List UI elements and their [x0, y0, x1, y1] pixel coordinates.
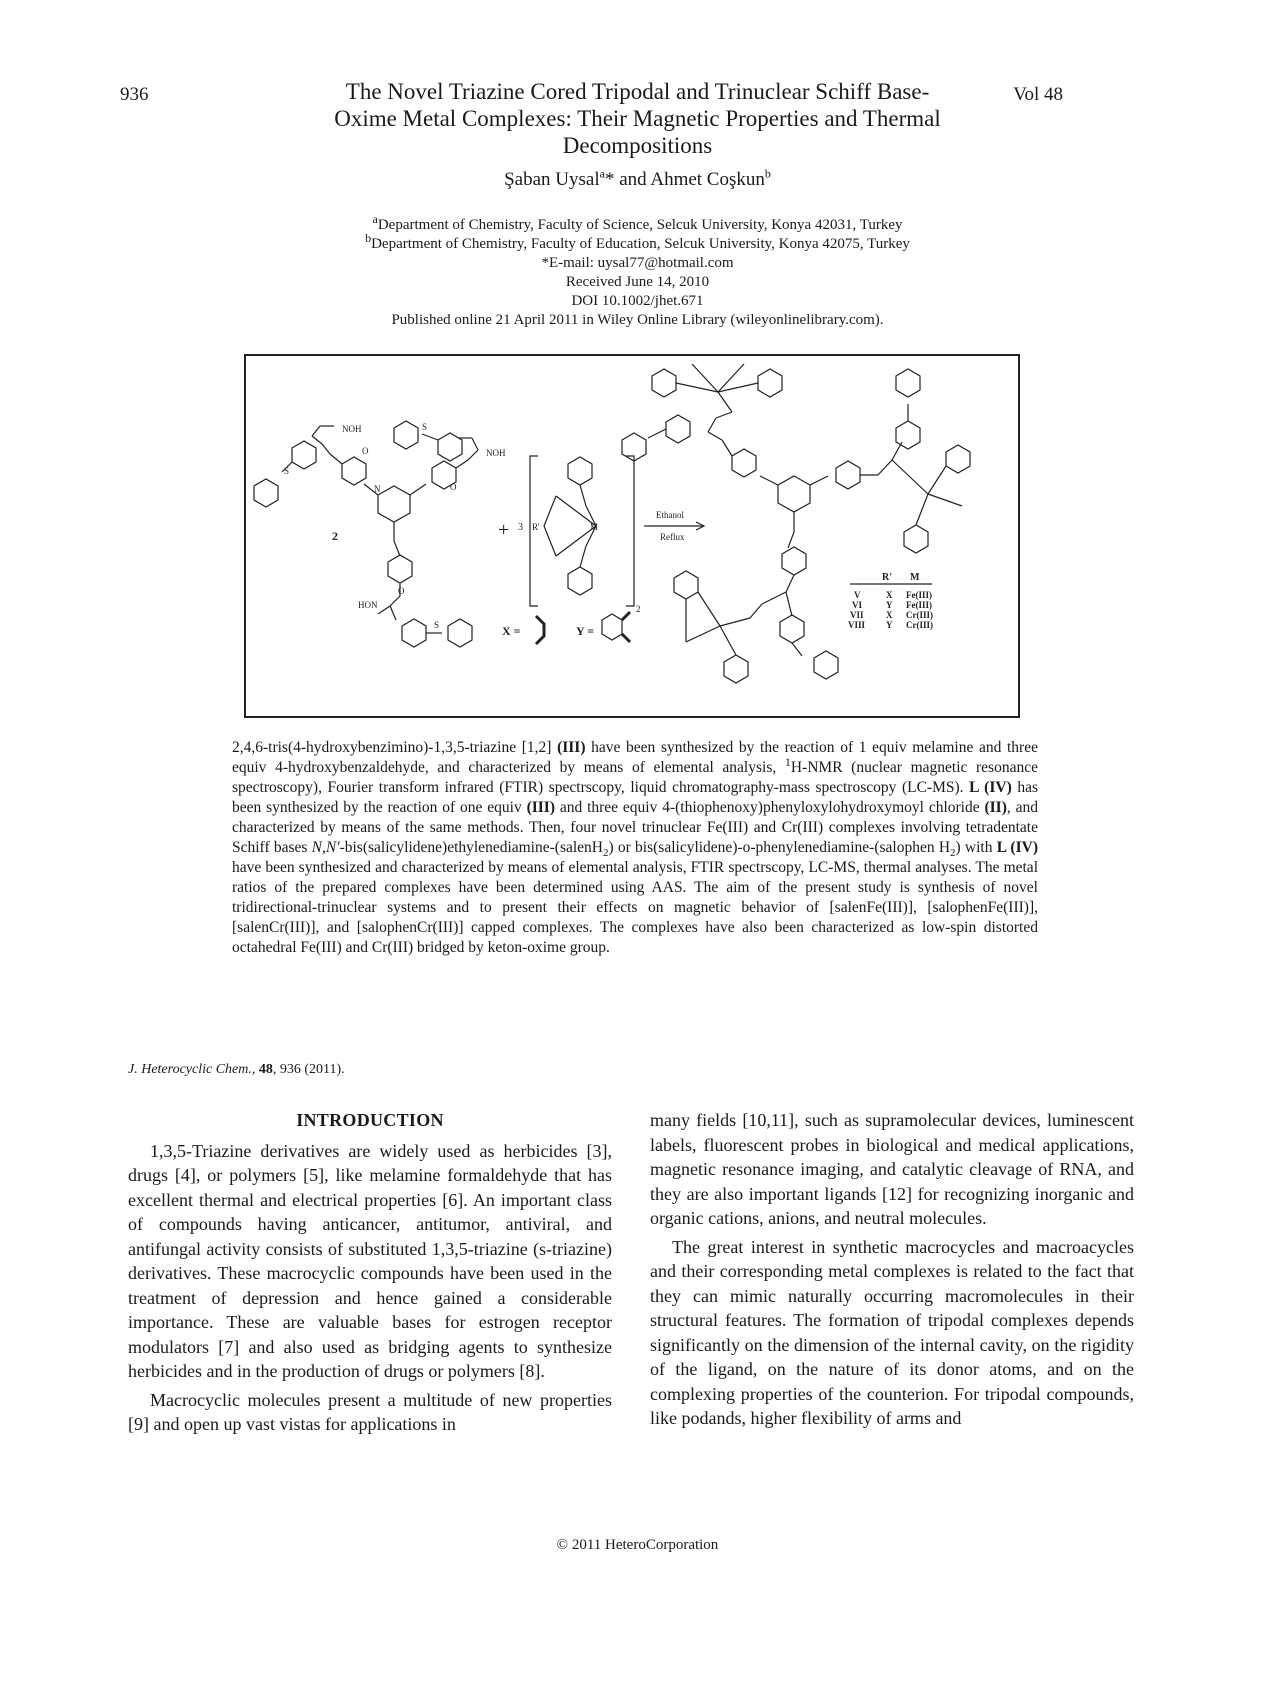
atom-label-hon: HON — [358, 600, 378, 610]
table-row-m: Fe(III) — [906, 600, 932, 610]
compound-ref: (II) — [984, 799, 1007, 816]
abstract-text: ) with — [955, 839, 997, 856]
bracket-right — [626, 456, 634, 606]
ring-lo-1 — [388, 555, 412, 583]
body-paragraph: 1,3,5-Triazine derivatives are widely used as herbicides [3], drugs [4], or polymers [5], like melamine formaldehyde that has excellent thermal and electrical properties [6]. An important class of compounds having anticancer, antitumor, antiviral, and antifungal activity consists of substituted 1,3,5-triazine (s-triazine) derivatives. These macrocyclic compounds have been used in the treatment of depression and hence gained a considerable importance. These are valuable bases for estrogen receptor modulators [7] and also used as bridging agents to synthesize herbicides and in the production of drugs or polymers [8]. — [128, 1140, 612, 1381]
scheme-svg — [246, 356, 1018, 716]
bracket-subscript: 2 — [636, 604, 641, 614]
reactant-count: 2 — [332, 529, 338, 543]
reagent-coefficient: 3 — [518, 522, 523, 533]
body-column-right — [650, 1108, 1134, 1431]
author-1: Şaban Uysal — [504, 169, 600, 190]
upper-ring-1 — [732, 449, 756, 477]
right-ring-1 — [836, 461, 860, 489]
author-2: Ahmet Coşkun — [650, 169, 765, 190]
triazine-ring — [378, 486, 410, 522]
atom-label-m: M — [590, 522, 599, 532]
table-header-r: R' — [882, 572, 892, 583]
atom-label-noh-1: NOH — [342, 424, 362, 434]
body-paragraph: many fields [10,11], such as supramolecular devices, luminescent labels, fluorescent probes in biological and medical applications, magnetic resonance imaging, and catalytic cleavage of RNA, and they are also important ligands [12] for recognizing inorganic and organic cations, anions, and neutral molecules. — [650, 1110, 1134, 1228]
x-bridge — [536, 616, 544, 644]
affil-b-mark: b — [365, 231, 372, 245]
copyright-footer: © 2011 HeteroCorporation — [556, 1537, 719, 1553]
abstract-text: have been synthesized and characterized by means of elemental analysis, FTIR spectrscopy, LC-MS, thermal analyses. The metal ratios of the prepared complexes have been determined using AAS. The aim of the present study is synthesis of novel tridirectional-trinuclear systems and to present their effects on magnetic behavior of [salenFe(III)], [salophenFe(III)], [salenCr(III)], and [salophenCr(III)] capped complexes. The complexes have also been characterized as low-spin distorted octahedral Fe(III) and Cr(III) bridged by keton-oxime group. — [232, 859, 1038, 956]
superscript: 1 — [784, 754, 791, 769]
subscript: 2 — [950, 847, 956, 860]
atom-label-o-2: O — [450, 482, 457, 492]
page-number: 936 — [120, 84, 149, 105]
arrow-bottom-label: Reflux — [660, 532, 685, 542]
abstract-text: have been synthesized by the reaction of 1 equiv melamine and three equiv 4-hydroxybenzaldehyde, and characterized by means of elemental analysis, — [232, 739, 1038, 776]
table-row-m: Cr(III) — [906, 620, 933, 630]
upper-salen-r — [758, 369, 782, 397]
arrow-top-label: Ethanol — [656, 510, 684, 520]
doi: DOI 10.1002/jhet.671 — [571, 293, 704, 309]
y-label: Y = — [576, 624, 595, 638]
compound-ref: L (IV) — [996, 839, 1038, 856]
ring-ul-2 — [292, 441, 316, 469]
affiliation-a — [0, 212, 1275, 235]
table-row-label: VI — [852, 600, 863, 610]
body-column-left — [128, 1108, 612, 1437]
reagent-ring-top — [568, 457, 592, 485]
abstract-text: ) or bis(salicylidene)-o-phenylenediamine-(salophen H — [608, 839, 951, 856]
table-row-r: X — [886, 610, 893, 620]
ring-lo-2 — [402, 619, 426, 647]
product-triazine — [778, 476, 810, 512]
atom-label-s-3: S — [434, 620, 440, 630]
table-header-m: M — [910, 572, 920, 583]
ring-ur-2 — [438, 433, 462, 461]
table-row-label: VIII — [848, 620, 866, 630]
reaction-scheme — [244, 354, 1020, 718]
author-join: and — [614, 169, 651, 190]
ring-lo-3 — [448, 619, 472, 647]
received-date: Received June 14, 2010 — [565, 274, 710, 290]
abstract-text: H-NMR (nuclear magnetic resonance spectroscopy), Fourier transform infrared (FTIR) spectrscopy, liquid chromatography-mass spectroscopy (LC-MS). — [232, 759, 1038, 796]
abstract-text: 2,4,6-tris(4-hydroxybenzimino)-1,3,5-triazine [1,2] — [232, 739, 558, 756]
article-meta — [0, 212, 1275, 330]
right-ring-3 — [896, 369, 920, 397]
corresponding-mark: * — [604, 169, 615, 190]
upper-ring-2 — [666, 415, 690, 443]
right-salen-b — [904, 525, 928, 553]
italic-term: N,N′ — [311, 839, 340, 856]
atom-label-noh-2: NOH — [486, 448, 506, 458]
upper-salen-l — [652, 369, 676, 397]
compound-ref: (III) — [557, 739, 586, 756]
body-paragraph: The great interest in synthetic macrocycles and macroacycles and their corresponding metal complexes is related to the fact that they can mimic naturally occurring macromolecules in their structural features. The formation of tripodal complexes depends significantly on the dimension of the internal cavity, on the rigidity of the ligand, on the nature of its donor atoms, and on the complexing properties of the counterion. For tripodal compounds, like podands, higher flexibility of arms and — [650, 1236, 1134, 1428]
right-ring-2 — [896, 421, 920, 449]
plus-sign: + — [498, 519, 510, 541]
affil-a-mark: a — [372, 212, 378, 226]
table-row-m: Fe(III) — [906, 590, 932, 600]
affil-a-text: Department of Chemistry, Faculty of Science, Selcuk University, Konya 42031, Turkey — [377, 217, 903, 233]
table-row-r: Y — [886, 600, 893, 610]
reagent-ring-bot — [568, 567, 592, 595]
atom-label-r: R' — [532, 522, 540, 532]
compound-ref: L (IV) — [969, 779, 1012, 796]
title-block — [0, 78, 1275, 191]
lower-salen-t — [674, 571, 698, 599]
volume-label: Vol 48 — [1013, 84, 1063, 105]
atom-label-o-3: O — [398, 586, 405, 596]
abstract-text: , and characterized by means of the same methods. Then, four novel trinuclear Fe(III) and Cr(III) complexes involving tetradentate Schiff bases — [232, 799, 1038, 856]
table-row-r: X — [886, 590, 893, 600]
author-1-affil: a — [599, 166, 605, 181]
affil-b-text: Department of Chemistry, Faculty of Education, Selcuk University, Konya 42075, Turkey — [371, 236, 910, 252]
abstract-text: and three equiv 4-(thiophenoxy)phenyloxylohydroxymoyl chloride — [554, 799, 985, 816]
lower-ring-3 — [814, 651, 838, 679]
atom-label-o-1: O — [362, 446, 369, 456]
email: *E-mail: uysal77@hotmail.com — [541, 255, 734, 271]
lower-ring-2 — [780, 615, 804, 643]
compound-ref: (III) — [526, 799, 555, 816]
lower-salen-b — [724, 655, 748, 683]
affiliation-b — [0, 231, 1275, 254]
author-2-affil: b — [764, 166, 771, 181]
title-line-3: Decompositions — [562, 133, 713, 158]
abstract-text: -bis(salicylidene)ethylenediamine-(salenH — [339, 839, 603, 856]
table-row-label: VII — [850, 610, 864, 620]
journal-citation — [128, 1062, 345, 1078]
ring-ul-3 — [254, 479, 278, 507]
subscript: 2 — [603, 847, 609, 860]
y-bridge-ring — [602, 614, 622, 640]
x-label: X = — [502, 624, 521, 638]
right-salen-t — [946, 445, 970, 473]
atom-label-s-1: S — [284, 466, 290, 476]
ring-ur-3 — [394, 421, 418, 449]
lower-ring-1 — [782, 547, 806, 575]
table-row-r: Y — [886, 620, 893, 630]
table-row-m: Cr(III) — [906, 610, 933, 620]
atom-label-n: N — [374, 484, 381, 494]
abstract — [232, 738, 1038, 958]
journal-volume: 48 — [258, 1062, 273, 1077]
ring-ul-1 — [342, 457, 366, 485]
published-line: Published online 21 April 2011 in Wiley Online Library (wileyonlinelibrary.com). — [391, 312, 884, 328]
abstract-text: has been synthesized by the reaction of one equiv — [232, 779, 1038, 816]
title-line-2: Oxime Metal Complexes: Their Magnetic Properties and Thermal — [334, 106, 941, 131]
title-line-1: The Novel Triazine Cored Tripodal and Trinuclear Schiff Base- — [345, 79, 930, 104]
journal-pages: , 936 (2011). — [272, 1062, 345, 1077]
section-heading: INTRODUCTION — [296, 1110, 444, 1130]
body-paragraph: Macrocyclic molecules present a multitude of new properties [9] and open up vast vistas for applications in — [128, 1389, 612, 1434]
author-line — [0, 166, 1275, 191]
journal-name: J. Heterocyclic Chem., — [128, 1062, 256, 1077]
table-row-label: V — [854, 590, 861, 600]
article-title — [318, 78, 958, 159]
atom-label-s-2: S — [422, 422, 428, 432]
substitution-table — [848, 590, 933, 630]
